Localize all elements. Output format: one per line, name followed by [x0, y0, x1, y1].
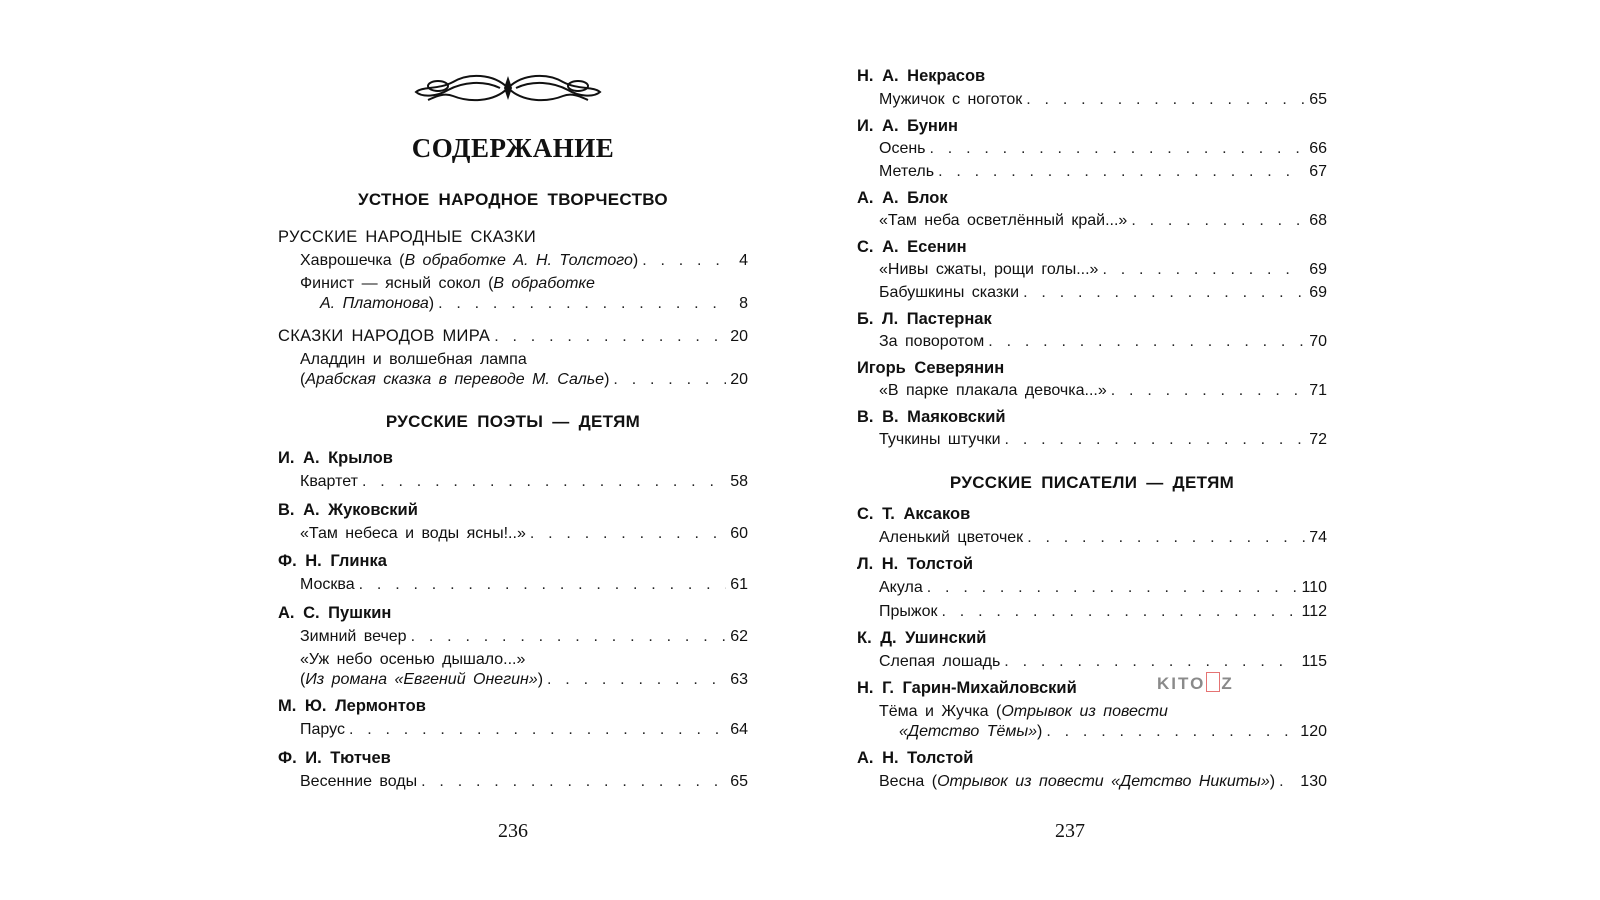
- toc-entry[interactable]: (Арабская сказка в переводе М. Салье) . . . 20: [300, 371, 748, 389]
- author-name: Н. Г. Гарин-Михайловский: [857, 679, 1077, 697]
- author-name: В. А. Жуковский: [278, 501, 418, 519]
- toc-entry[interactable]: За поворотом . . . 70: [879, 333, 1327, 351]
- watermark: KITO Z: [1157, 674, 1234, 693]
- toc-entry-line: Тёма и Жучка (Отрывок из повести: [879, 703, 1168, 720]
- toc-entry[interactable]: Слепая лошадь . . . 115: [879, 653, 1327, 671]
- page-number: 237: [1055, 820, 1085, 842]
- flourish-ornament-icon: [408, 68, 608, 108]
- group-title-world-tales[interactable]: СКАЗКИ НАРОДОВ МИРА . . . 20: [278, 327, 748, 346]
- toc-entry[interactable]: Весна (Отрывок из повести «Детство Никиты») . . . 130: [879, 773, 1327, 791]
- author-name: М. Ю. Лермонтов: [278, 697, 426, 715]
- toc-entry[interactable]: «Нивы сжаты, рощи голы...» . . . 69: [879, 261, 1327, 279]
- section-title-folk: УСТНОЕ НАРОДНОЕ ТВОРЧЕСТВО: [358, 190, 668, 209]
- section-title-writers: РУССКИЕ ПИСАТЕЛИ — ДЕТЯМ: [949, 473, 1235, 492]
- author-name: К. Д. Ушинский: [857, 629, 987, 647]
- toc-entry-line: Финист — ясный сокол (В обработке: [300, 275, 595, 292]
- author-name: В. В. Маяковский: [857, 408, 1006, 426]
- author-name: Б. Л. Пастернак: [857, 310, 992, 328]
- author-name: А. С. Пушкин: [278, 604, 392, 622]
- toc-entry[interactable]: Прыжок . . . 112: [879, 603, 1327, 621]
- toc-entry[interactable]: Квартет . . . 58: [300, 473, 748, 491]
- toc-entry[interactable]: «Детство Тёмы») . . . 120: [899, 723, 1327, 741]
- group-title-russian-tales: РУССКИЕ НАРОДНЫЕ СКАЗКИ: [278, 228, 537, 246]
- toc-entry-line: Аладдин и волшебная лампа: [300, 351, 527, 368]
- toc-entry[interactable]: Хаврошечка (В обработке А. Н. Толстого) . . . 4: [300, 252, 748, 270]
- toc-entry[interactable]: «Там небеса и воды ясны!..» . . . 60: [300, 525, 748, 543]
- author-name: Игорь Северянин: [857, 359, 1005, 377]
- author-name: Ф. И. Тютчев: [278, 749, 391, 767]
- toc-entry[interactable]: Аленький цветочек . . . 74: [879, 529, 1327, 547]
- author-name: А. Н. Толстой: [857, 749, 974, 767]
- toc-entry[interactable]: Мужичок с ноготок . . . 65: [879, 91, 1327, 109]
- toc-entry[interactable]: Осень . . . 66: [879, 140, 1327, 158]
- author-name: Л. Н. Толстой: [857, 555, 974, 573]
- toc-entry[interactable]: Бабушкины сказки . . . 69: [879, 284, 1327, 302]
- toc-entry-line: «Уж небо осенью дышало...»: [300, 651, 526, 668]
- author-name: С. А. Есенин: [857, 238, 967, 256]
- toc-entry[interactable]: Метель . . . 67: [879, 163, 1327, 181]
- toc-entry[interactable]: Тучкины штучки . . . 72: [879, 431, 1327, 449]
- toc-entry[interactable]: А. Платонова) . . . 8: [320, 295, 748, 313]
- author-name: Н. А. Некрасов: [857, 67, 986, 85]
- toc-entry[interactable]: Москва . . . 61: [300, 576, 748, 594]
- author-name: И. А. Бунин: [857, 117, 959, 135]
- page-number: 236: [498, 820, 528, 842]
- section-title-poets: РУССКИЕ ПОЭТЫ — ДЕТЯМ: [385, 412, 641, 431]
- toc-entry[interactable]: «В парке плакала девочка...» . . . 71: [879, 382, 1327, 400]
- author-name: Ф. Н. Глинка: [278, 552, 387, 570]
- watermark-box-icon: [1206, 672, 1220, 692]
- author-name: С. Т. Аксаков: [857, 505, 971, 523]
- toc-entry[interactable]: Весенние воды . . . 65: [300, 773, 748, 791]
- author-name: И. А. Крылов: [278, 449, 393, 467]
- toc-entry[interactable]: Зимний вечер . . . 62: [300, 628, 748, 646]
- toc-entry[interactable]: Акула . . . 110: [879, 579, 1327, 597]
- author-name: А. А. Блок: [857, 189, 948, 207]
- toc-entry[interactable]: «Там неба осветлённый край...» . . . 68: [879, 212, 1327, 230]
- page-title: СОДЕРЖАНИЕ: [411, 133, 615, 163]
- toc-entry[interactable]: Парус . . . 64: [300, 721, 748, 739]
- toc-entry[interactable]: (Из романа «Евгений Онегин») . . . 63: [300, 671, 748, 689]
